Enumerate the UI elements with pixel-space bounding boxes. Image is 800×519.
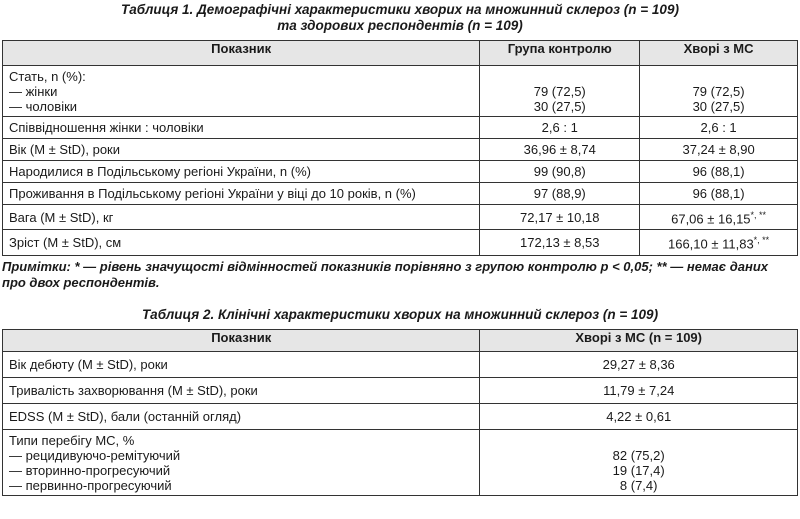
row-ms-value: 37,24 ± 8,90: [640, 139, 798, 161]
row-control-value: 36,96 ± 8,74: [480, 139, 640, 161]
table-row: [3, 377, 798, 403]
row-label: Вага (M ± StD), кг: [3, 205, 480, 230]
table-header-row: [3, 41, 798, 66]
row-ms-value: 2,6 : 1: [640, 117, 798, 139]
table-row: [3, 230, 798, 255]
row-label: EDSS (M ± StD), бали (останній огляд): [3, 403, 480, 429]
row-label: Зріст (M ± StD), см: [3, 230, 480, 255]
row-ms-value: 96 (88,1): [640, 183, 798, 205]
course-item-label: — первинно-прогресуючий: [9, 477, 172, 493]
row-label: Вік дебюту (M ± StD), роки: [3, 351, 480, 377]
row-ms-value: 96 (88,1): [640, 161, 798, 183]
row-control-value: 72,17 ± 10,18: [480, 205, 640, 230]
table-row: [3, 403, 798, 429]
table-row: [3, 161, 798, 183]
row-label: Народилися в Подільському регіоні України, n (%): [3, 161, 480, 183]
significance-mark: *, **: [750, 210, 767, 220]
control-male: 30 (27,5): [533, 99, 586, 114]
table1-caption-line1: Таблиця 1. Демографічні характеристики хворих на множинний склероз (n = 109): [121, 2, 679, 17]
row-control-value: 172,13 ± 8,53: [480, 230, 640, 255]
course-label: Типи перебігу МС, %: [9, 432, 135, 448]
row-label: Проживання в Подільському регіоні України у віці до 10 років, n (%): [3, 183, 480, 205]
clinical-table: [2, 329, 798, 496]
table-row: [3, 183, 798, 205]
table-row: [3, 117, 798, 139]
sex-male-label: — чоловіки: [9, 99, 78, 114]
table-row-sex: [3, 66, 798, 117]
row-control-value: 97 (88,9): [480, 183, 640, 205]
table-row: [3, 205, 798, 230]
row-label: Вік (M ± StD), роки: [3, 139, 480, 161]
course-item-value: 19 (17,4): [612, 462, 665, 478]
row-ms-value: 166,10 ± 11,83: [667, 236, 754, 252]
table-header-row: [3, 329, 798, 351]
header-indicator: Показник: [3, 329, 480, 351]
table-row: [3, 139, 798, 161]
row-ms-value-cell: [640, 205, 798, 230]
ms-female: 79 (72,5): [692, 84, 745, 99]
control-female: 79 (72,5): [533, 84, 586, 99]
row-value: 11,79 ± 7,24: [480, 377, 798, 403]
course-item-label: — вторинно-прогресуючий: [9, 462, 171, 478]
header-indicator: Показник: [3, 41, 480, 66]
row-value: 29,27 ± 8,36: [480, 351, 798, 377]
row-value: 4,22 ± 0,61: [480, 403, 798, 429]
header-ms-patients: Хворі з МС: [640, 41, 798, 66]
table2-caption: Таблиця 2. Клінічні характеристики хворих на множинний склероз (n = 109): [141, 306, 659, 322]
sex-label: Стать, n (%):: [9, 69, 86, 84]
table1-caption-line2: та здорових респондентів (n = 109): [277, 18, 523, 33]
row-control-value: 99 (90,8): [480, 161, 640, 183]
significance-mark: *, **: [753, 235, 770, 246]
course-item-value: 8 (7,4): [619, 477, 658, 493]
sex-female-label: — жінки: [9, 84, 58, 99]
row-control-value: 2,6 : 1: [480, 117, 640, 139]
table1-caption: [0, 2, 800, 34]
course-item-label: — рецидивуючо-ремітуючий: [9, 447, 181, 463]
row-ms-value-cell: [640, 230, 798, 255]
ms-male: 30 (27,5): [692, 99, 745, 114]
row-ms-value: 67,06 ± 16,15: [671, 211, 751, 227]
table-row-course: [3, 429, 798, 495]
table1-footnote: Примітки: * — рівень значущості відмінностей показників порівняно з групою контролю p < 0,05; ** — немає даних про двох респондентів.: [2, 258, 769, 290]
header-control-group: Група контролю: [480, 41, 640, 66]
table-row: [3, 351, 798, 377]
demographics-table: [2, 40, 798, 256]
header-ms-patients: Хворі з МС (n = 109): [480, 329, 798, 351]
row-label: Тривалість захворювання (M ± StD), роки: [3, 377, 480, 403]
row-label: Співвідношення жінки : чоловіки: [3, 117, 480, 139]
course-item-value: 82 (75,2): [612, 447, 665, 463]
